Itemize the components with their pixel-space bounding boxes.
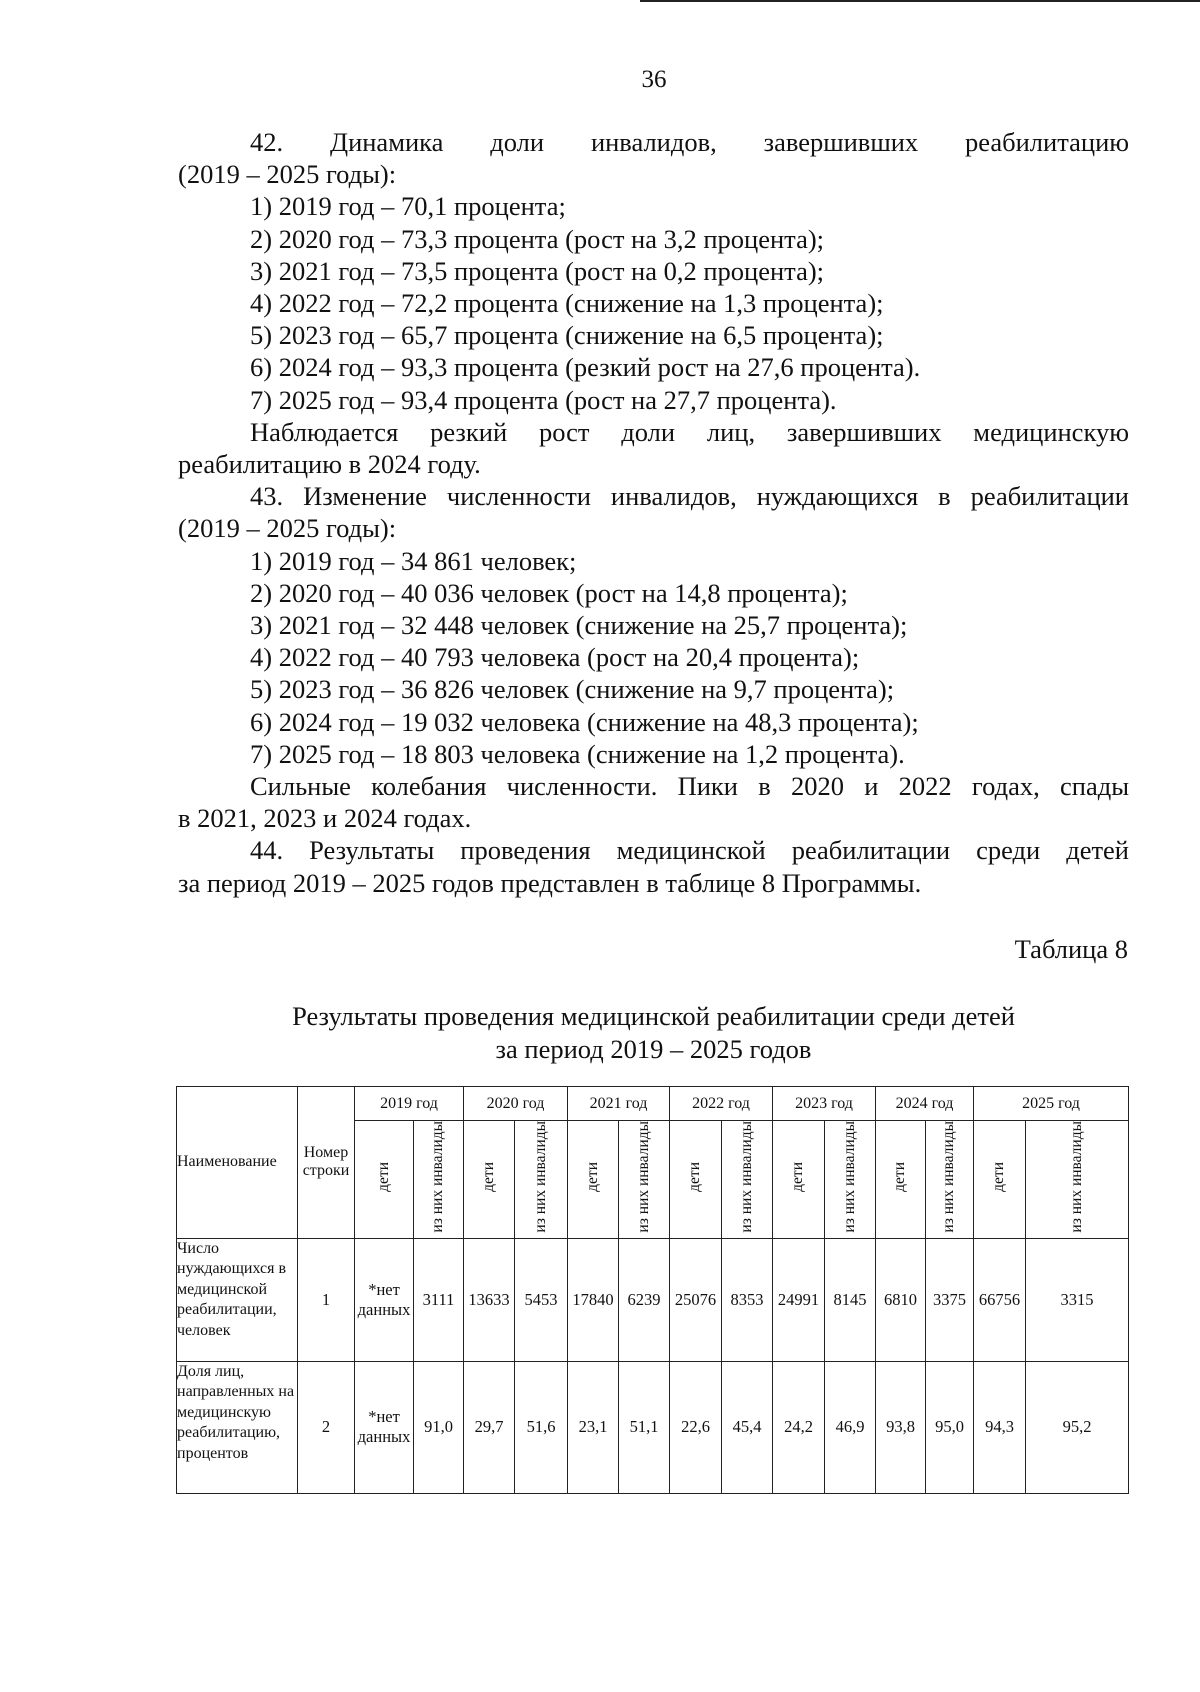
subheader-disabled: из них инвалиды: [414, 1121, 464, 1239]
subheader-disabled: из них инвалиды: [1026, 1121, 1129, 1239]
section-43-conclusion: Сильные колебания численности. Пики в 2020 и 2022 годах, спады: [250, 771, 1129, 802]
table-cell: 24991: [773, 1238, 825, 1361]
header-name: Наименование: [177, 1087, 298, 1239]
table-cell: *нет данных: [355, 1361, 414, 1493]
table-row: [177, 1238, 1129, 1361]
table-title-line: Результаты проведения медицинской реабилитации среди детей: [292, 1001, 1015, 1031]
table-label: Таблица 8: [1014, 934, 1128, 964]
list-item: 4) 2022 год – 40 793 человека (рост на 20,4 процента);: [250, 642, 860, 673]
header-year: 2025 год: [974, 1087, 1129, 1121]
subheader-children: дети: [464, 1121, 515, 1239]
header-year: 2024 год: [876, 1087, 974, 1121]
list-item: 5) 2023 год – 36 826 человек (снижение на 9,7 процента);: [250, 674, 895, 705]
subheader-disabled: из них инвалиды: [722, 1121, 773, 1239]
list-item: 2) 2020 год – 40 036 человек (рост на 14,8 процента);: [250, 577, 848, 608]
section-43-conclusion-end: в 2021, 2023 и 2024 годах.: [178, 803, 472, 834]
section-42-conclusion-end: реабилитацию в 2024 году.: [178, 449, 481, 480]
header-year: 2019 год: [355, 1087, 464, 1121]
table-cell: 25076: [670, 1238, 722, 1361]
section-42-conclusion: Наблюдается резкий рост доли лиц, завершивших медицинскую: [250, 416, 1129, 447]
table-cell: 13633: [464, 1238, 515, 1361]
row-name: Число нуждающихся в медицинской реабилитации, человек: [177, 1238, 298, 1361]
document-body: [178, 126, 1129, 899]
table-cell: 3111: [414, 1238, 464, 1361]
table-cell: 51,6: [515, 1361, 568, 1493]
section-43-title: 43. Изменение численности инвалидов, нуждающихся в реабилитации: [250, 481, 1129, 512]
table-title: [178, 1000, 1129, 1066]
list-item: 6) 2024 год – 19 032 человека (снижение на 48,3 процента);: [250, 706, 919, 737]
list-item: 3) 2021 год – 73,5 процента (рост на 0,2 процента);: [250, 255, 825, 286]
table-cell: 6239: [619, 1238, 670, 1361]
table-title-line: за период 2019 – 2025 годов: [495, 1034, 812, 1064]
section-42-title-years: (2019 – 2025 годы):: [178, 159, 397, 190]
subheader-disabled: из них инвалиды: [825, 1121, 876, 1239]
table-cell: 95,0: [926, 1361, 974, 1493]
table-cell: 91,0: [414, 1361, 464, 1493]
table-cell: 5453: [515, 1238, 568, 1361]
section-44-text: 44. Результаты проведения медицинской реабилитации среди детей: [250, 835, 1129, 866]
list-item: 1) 2019 год – 34 861 человек;: [250, 545, 577, 576]
table-cell: 46,9: [825, 1361, 876, 1493]
table-cell: 29,7: [464, 1361, 515, 1493]
table-cell: 66756: [974, 1238, 1026, 1361]
table-cell: 17840: [568, 1238, 619, 1361]
table-cell: 8145: [825, 1238, 876, 1361]
header-year: 2023 год: [773, 1087, 876, 1121]
row-number: 1: [298, 1238, 355, 1361]
table-cell: 3375: [926, 1238, 974, 1361]
top-border-line: [640, 0, 1200, 2]
list-item: 7) 2025 год – 93,4 процента (рост на 27,7 процента).: [250, 384, 837, 415]
list-item: 7) 2025 год – 18 803 человека (снижение на 1,2 процента).: [250, 738, 905, 769]
header-year: 2020 год: [464, 1087, 568, 1121]
table-cell: 6810: [876, 1238, 926, 1361]
subheader-disabled: из них инвалиды: [515, 1121, 568, 1239]
list-item: 5) 2023 год – 65,7 процента (снижение на 6,5 процента);: [250, 320, 884, 351]
results-table: [176, 1086, 1129, 1494]
subheader-children: дети: [670, 1121, 722, 1239]
header-row-number: Номер строки: [298, 1087, 355, 1239]
table-cell: 22,6: [670, 1361, 722, 1493]
table-row: [177, 1361, 1129, 1493]
subheader-children: дети: [876, 1121, 926, 1239]
subheader-children: дети: [355, 1121, 414, 1239]
section-44-text-end: за период 2019 – 2025 годов представлен в таблице 8 Программы.: [178, 867, 922, 898]
table-cell: 24,2: [773, 1361, 825, 1493]
table-cell: 8353: [722, 1238, 773, 1361]
list-item: 4) 2022 год – 72,2 процента (снижение на 1,3 процента);: [250, 288, 884, 319]
table-cell: 93,8: [876, 1361, 926, 1493]
row-name: Доля лиц, направленных на медицинскую реабилитацию, процентов: [177, 1361, 298, 1493]
header-year: 2021 год: [568, 1087, 670, 1121]
section-42-title: 42. Динамика доли инвалидов, завершивших реабилитацию: [250, 127, 1130, 157]
subheader-children: дети: [568, 1121, 619, 1239]
subheader-children: дети: [974, 1121, 1026, 1239]
table-cell: 23,1: [568, 1361, 619, 1493]
table-cell: 51,1: [619, 1361, 670, 1493]
row-number: 2: [298, 1361, 355, 1493]
table-cell: *нет данных: [355, 1238, 414, 1361]
section-43-title-years: (2019 – 2025 годы):: [178, 513, 397, 544]
list-item: 3) 2021 год – 32 448 человек (снижение на 25,7 процента);: [250, 610, 908, 641]
table-cell: 94,3: [974, 1361, 1026, 1493]
subheader-children: дети: [773, 1121, 825, 1239]
table-cell: 95,2: [1026, 1361, 1129, 1493]
table-cell: 45,4: [722, 1361, 773, 1493]
subheader-disabled: из них инвалиды: [926, 1121, 974, 1239]
header-year: 2022 год: [670, 1087, 773, 1121]
list-item: 1) 2019 год – 70,1 процента;: [250, 191, 566, 222]
list-item: 6) 2024 год – 93,3 процента (резкий рост на 27,6 процента).: [250, 352, 921, 383]
table-cell: 3315: [1026, 1238, 1129, 1361]
list-item: 2) 2020 год – 73,3 процента (рост на 3,2 процента);: [250, 223, 825, 254]
page-number: 36: [641, 66, 667, 93]
subheader-disabled: из них инвалиды: [619, 1121, 670, 1239]
